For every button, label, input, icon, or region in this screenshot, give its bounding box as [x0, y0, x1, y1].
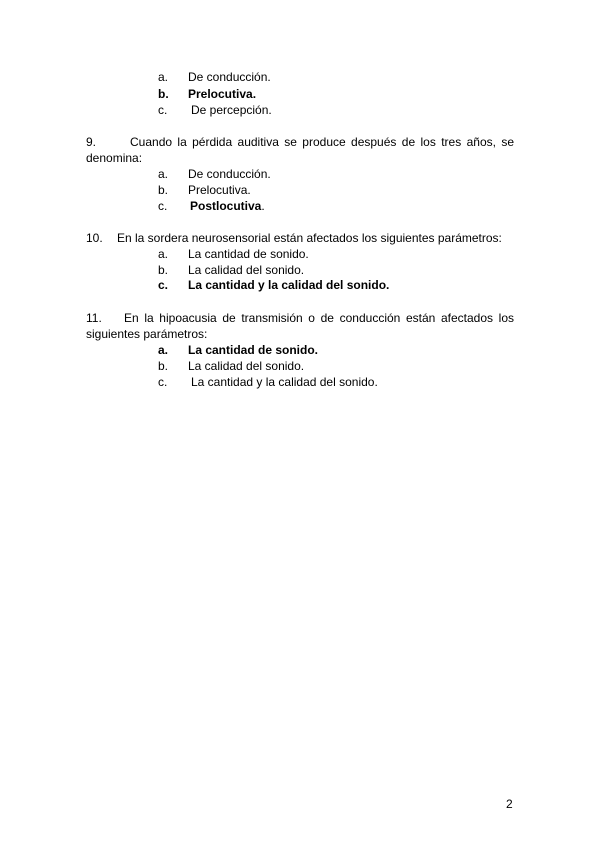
option-letter: b. [158, 263, 169, 277]
option-letter: b. [158, 183, 169, 197]
question-11 [86, 310, 514, 342]
option-text: La cantidad y la calidad del sonido. [188, 278, 390, 292]
option-letter: a. [158, 343, 169, 357]
option-letter: a. [158, 70, 169, 84]
option-letter: a. [158, 247, 169, 261]
question-11-line-2: siguientes parámetros: [86, 327, 208, 341]
question-9-line-2: denomina: [86, 151, 143, 165]
question-text: En la sordera neurosensorial están afectados los siguientes parámetros: [117, 231, 502, 245]
option-letter: c. [158, 103, 168, 117]
option-letter: c. [158, 199, 168, 213]
question-text: En la hipoacusia de transmisión o de conducción están afectados los [124, 311, 514, 325]
option-text: Postlocutiva [190, 199, 262, 213]
option-text: De conducción. [188, 70, 271, 84]
option-text: De percepción. [191, 103, 272, 117]
option-letter: c. [158, 278, 169, 292]
option-text: La cantidad de sonido. [188, 343, 319, 357]
question-text: Cuando la pérdida auditiva se produce después de los tres años, se [130, 135, 514, 149]
question-9 [86, 134, 514, 166]
option-text-suffix: . [261, 199, 265, 213]
option-text: Prelocutiva. [188, 87, 257, 101]
option-text: De conducción. [188, 167, 271, 181]
option-letter: b. [158, 359, 169, 373]
option-text: Prelocutiva. [188, 183, 251, 197]
question-number: 9. [86, 135, 97, 149]
option-letter: a. [158, 167, 169, 181]
option-text: La cantidad y la calidad del sonido. [191, 375, 378, 389]
option-text: La calidad del sonido. [188, 359, 305, 373]
option-text: La calidad del sonido. [188, 263, 305, 277]
option-text-wrap [190, 198, 265, 214]
option-text: La cantidad de sonido. [188, 247, 309, 261]
question-10 [86, 230, 514, 246]
option-letter: b. [158, 87, 169, 101]
question-number: 11. [86, 311, 102, 325]
question-number: 10. [86, 231, 103, 245]
page-number: 2 [506, 797, 513, 811]
option-letter: c. [158, 375, 168, 389]
question-11-line-1 [86, 310, 514, 326]
question-10-line-1 [86, 230, 514, 246]
question-9-line-1 [86, 134, 514, 150]
